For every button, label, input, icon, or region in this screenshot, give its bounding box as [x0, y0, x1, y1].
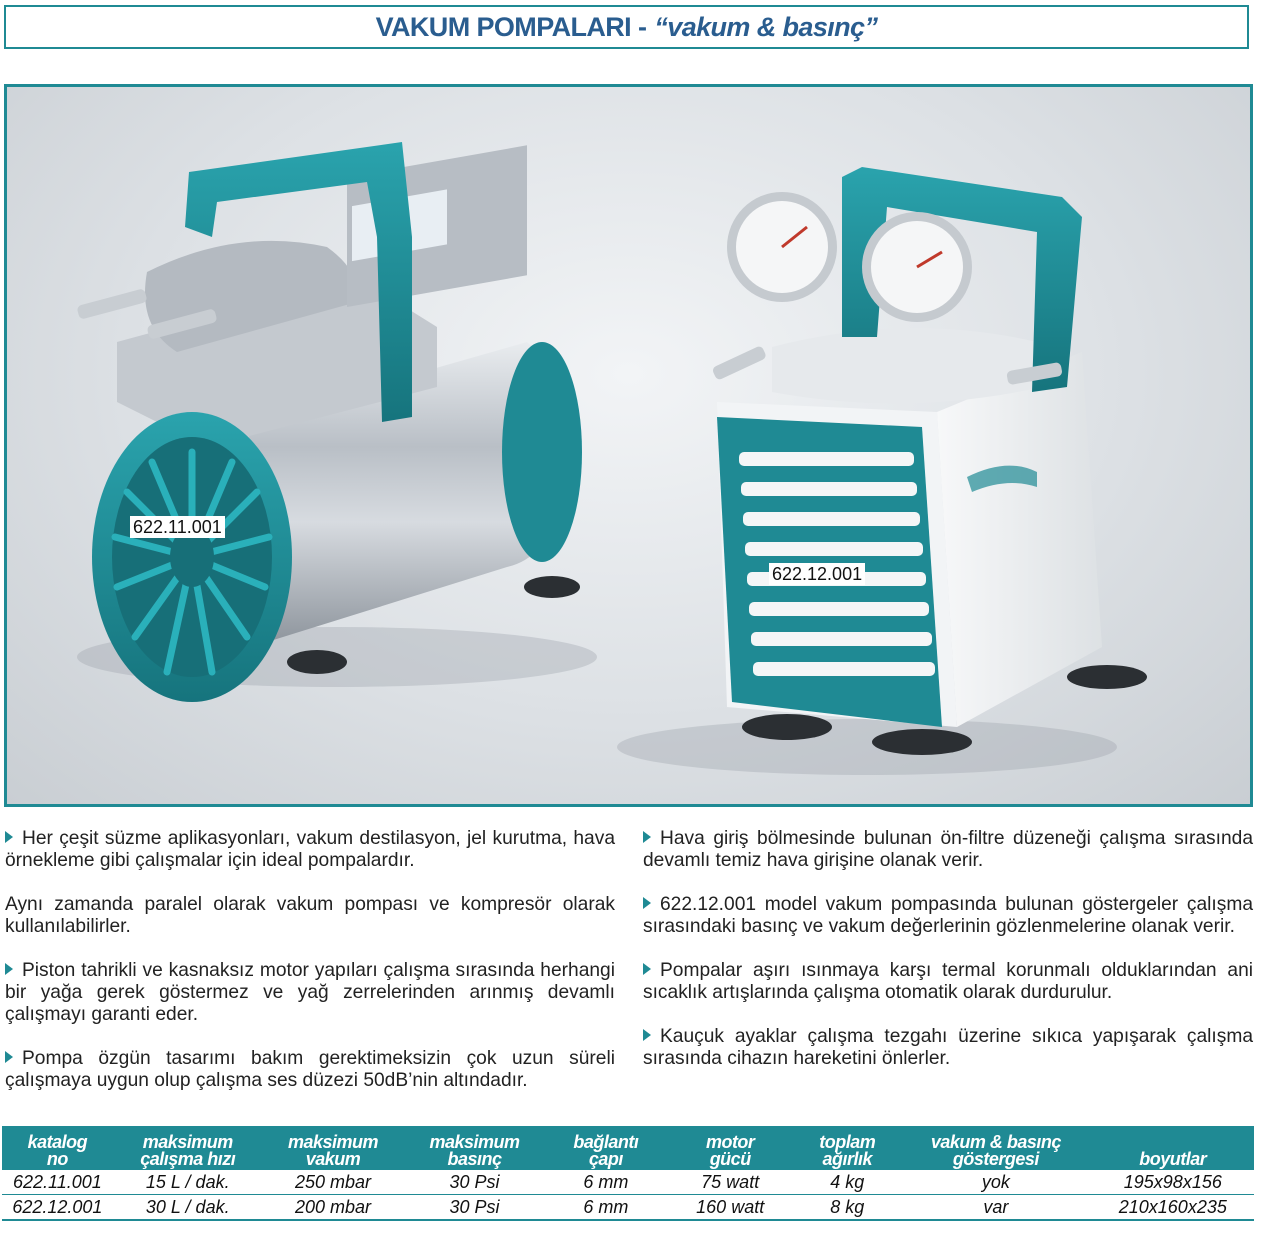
table-cell: yok: [900, 1170, 1092, 1195]
col-header-connection: bağlantı çapı: [573, 1132, 639, 1169]
spec-table: [2, 1126, 1254, 1221]
feature-paragraph: Her çeşit süzme aplikasyonları, vakum destilasyon, jel kurutma, hava örnekleme gibi çalışmalar için ideal pompalardır.: [5, 828, 615, 871]
col-header-motor: motor gücü: [705, 1132, 755, 1169]
table-cell: 15 L / dak.: [113, 1170, 263, 1195]
catalog-label-right: 622.12.001: [769, 563, 865, 585]
table-cell: 6 mm: [546, 1170, 666, 1195]
feature-paragraph: Piston tahrikli ve kasnaksız motor yapıları çalışma sırasında herhangi bir yağa gerek göstermez ve yağ zerrelerinden arınmış devamlı çalışmayı garanti eder.: [5, 960, 615, 1025]
table-cell: 250 mbar: [263, 1170, 404, 1195]
table-cell: 622.12.001: [2, 1195, 113, 1221]
catalog-label-left: 622.11.001: [130, 516, 225, 538]
arrow-bullet-icon: [643, 1029, 651, 1041]
table-cell: 210x160x235: [1092, 1195, 1254, 1221]
col-header-dimensions: boyutlar: [1139, 1149, 1207, 1169]
feature-paragraph: Pompalar aşırı ısınmaya karşı termal korunmalı olduklarından ani sıcaklık artışlarında çalışma otomatik olarak durdurulur.: [643, 960, 1253, 1003]
feature-column-left: [5, 828, 615, 1114]
feature-paragraph: Aynı zamanda paralel olarak vakum pompası ve kompresör olarak kullanılabilirler.: [5, 894, 615, 937]
table-row: [2, 1195, 1254, 1221]
page-subtitle: “vakum & basınç”: [654, 11, 878, 42]
col-header-weight: toplam ağırlık: [819, 1132, 876, 1169]
arrow-bullet-icon: [5, 1051, 13, 1063]
table-cell: 30 Psi: [403, 1195, 545, 1221]
arrow-bullet-icon: [643, 963, 651, 975]
vacuum-pump-white-icon: [617, 167, 1147, 775]
table-cell: 6 mm: [546, 1195, 666, 1221]
arrow-bullet-icon: [643, 897, 651, 909]
arrow-bullet-icon: [643, 831, 651, 843]
feature-column-right: [643, 828, 1253, 1092]
table-cell: 4 kg: [794, 1170, 900, 1195]
table-cell: 30 Psi: [403, 1170, 545, 1195]
col-header-gauge: vakum & basınç göstergesi: [930, 1132, 1061, 1169]
col-header-vacuum: maksimum vakum: [287, 1132, 378, 1169]
table-cell: 200 mbar: [263, 1195, 404, 1221]
feature-paragraph: Kauçuk ayaklar çalışma tezgahı üzerine sıkıca yapışarak çalışma sırasında cihazın hareketini önlerler.: [643, 1026, 1253, 1069]
arrow-bullet-icon: [5, 831, 13, 843]
table-row: [2, 1170, 1254, 1195]
table-cell: 622.11.001: [2, 1170, 113, 1195]
vacuum-pump-silver-icon: [76, 142, 597, 702]
table-cell: 75 watt: [666, 1170, 794, 1195]
feature-paragraph: Hava giriş bölmesinde bulunan ön-filtre düzeneği çalışma sırasında devamlı temiz hava girişine olanak verir.: [643, 828, 1253, 871]
table-header-row: [2, 1126, 1254, 1170]
col-header-catalog: katalog no: [27, 1132, 88, 1169]
col-header-speed: maksimum çalışma hızı: [140, 1132, 236, 1169]
table-cell: 160 watt: [666, 1195, 794, 1221]
table-cell: var: [900, 1195, 1092, 1221]
table-cell: 195x98x156: [1092, 1170, 1254, 1195]
table-cell: 30 L / dak.: [113, 1195, 263, 1221]
feature-paragraph: Pompa özgün tasarımı bakım gerektimeksizin çok uzun süreli çalışmaya uygun olup çalışma ses düzezi 50dB’nin altındadır.: [5, 1048, 615, 1091]
feature-paragraph: 622.12.001 model vakum pompasında bulunan göstergeler çalışma sırasındaki basınç ve vakum değerlerinin gözlenmelerine olanak verir.: [643, 894, 1253, 937]
table-cell: 8 kg: [794, 1195, 900, 1221]
page-title-box: [4, 5, 1249, 49]
col-header-pressure: maksimum basınç: [429, 1132, 520, 1169]
product-photo: [4, 84, 1253, 807]
product-illustration: [7, 87, 1250, 804]
arrow-bullet-icon: [5, 963, 13, 975]
page-title: VAKUM POMPALARI -: [375, 11, 647, 42]
